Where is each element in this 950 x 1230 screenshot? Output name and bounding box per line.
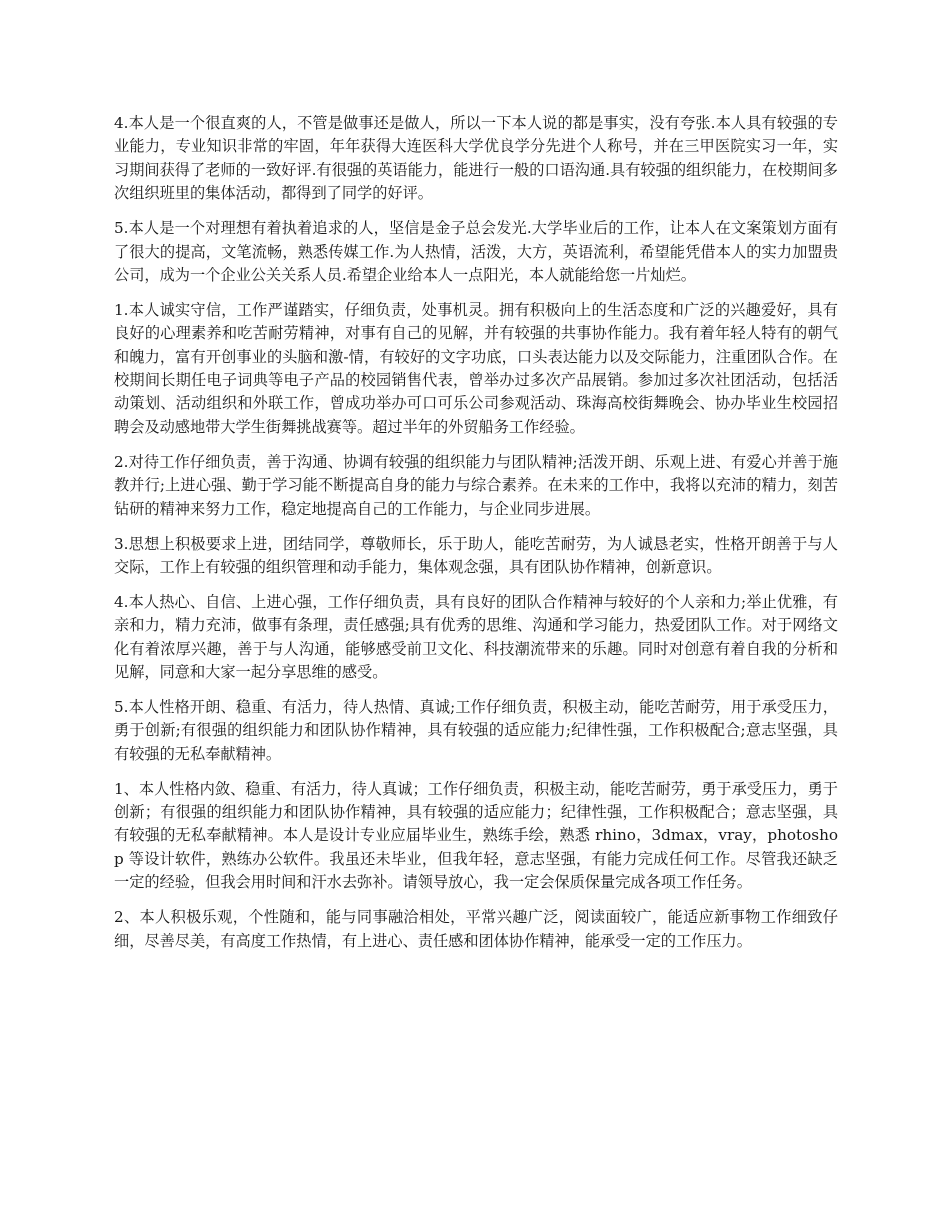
paragraph-8: 1、本人性格内敛、稳重、有活力，待人真诚；工作仔细负责，积极主动，能吃苦耐劳，勇于承受压力，勇于创新；有很强的组织能力和团队协作精神，具有较强的适应能力；纪律性强，工作积极配合；意志坚强，具有较强的无私奉献精神。本人是设计专业应届毕业生，熟练手绘，熟悉 rhino，3dmax，vray，photoshop 等设计软件，熟练办公软件。我虽还未毕业，但我年轻，意志坚强，有能力完成任何工作。尽管我还缺乏一定的经验，但我会用时间和汗水去弥补。请领导放心，我一定会保质保量完成各项工作任务。 — [114, 779, 838, 892]
paragraph-7: 5.本人性格开朗、稳重、有活力，待人热情、真诚;工作仔细负责，积极主动，能吃苦耐劳，用于承受压力，勇于创新;有很强的组织能力和团队协作精神，具有较强的适应能力;纪律性强，工作积极配合;意志坚强，具有较强的无私奉献精神。 — [114, 697, 838, 763]
document-body — [114, 112, 838, 965]
paragraph-5: 3.思想上积极要求上进，团结同学，尊敬师长，乐于助人，能吃苦耐劳，为人诚恳老实，性格开朗善于与人交际，工作上有较强的组织管理和动手能力，集体观念强，具有团队协作精神，创新意识。 — [114, 534, 838, 576]
paragraph-2: 5.本人是一个对理想有着执着追求的人，坚信是金子总会发光.大学毕业后的工作，让本人在文案策划方面有了很大的提高，文笔流畅，熟悉传媒工作.为人热情，活泼，大方，英语流利，希望能凭借本人的实力加盟贵公司，成为一个企业公关关系人员.希望企业给本人一点阳光，本人就能给您一片灿烂。 — [114, 219, 838, 284]
paragraph-1: 4.本人是一个很直爽的人，不管是做事还是做人，所以一下本人说的都是事实，没有夸张.本人具有较强的专业能力，专业知识非常的牢固，年年获得大连医科大学优良学分先进个人称号，并在三甲医院实习一年，实习期间获得了老师的一致好评.有很强的英语能力，能进行一般的口语沟通.具有较强的组织能力，在校期间多次组织班里的集体活动，都得到了同学的好评。 — [114, 114, 838, 203]
paragraph-6: 4.本人热心、自信、上进心强，工作仔细负责，具有良好的团队合作精神与较好的个人亲和力;举止优雅，有亲和力，精力充沛，做事有条理，责任感强;具有优秀的思维、沟通和学习能力，热爱团队工作。对于网络文化有着浓厚兴趣，善于与人沟通，能够感受前卫文化、科技潮流带来的乐趣。同时对创意有着自我的分析和见解，同意和大家一起分享思维的感受。 — [114, 592, 838, 682]
paragraph-4: 2.对待工作仔细负责，善于沟通、协调有较强的组织能力与团队精神;活泼开朗、乐观上进、有爱心并善于施教并行;上进心强、勤于学习能不断提高自身的能力与综合素养。在未来的工作中，我将以充沛的精力，刻苦钻研的精神来努力工作，稳定地提高自己的工作能力，与企业同步进展。 — [114, 452, 838, 518]
paragraph-9: 2、本人积极乐观，个性随和，能与同事融洽相处，平常兴趣广泛，阅读面较广，能适应新事物工作细致仔细，尽善尽美，有高度工作热情，有上进心、责任感和团体协作精神，能承受一定的工作压力。 — [114, 908, 838, 950]
paragraph-3: 1.本人诚实守信，工作严谨踏实，仔细负责，处事机灵。拥有积极向上的生活态度和广泛的兴趣爱好，具有良好的心理素养和吃苦耐劳精神，对事有自己的见解，并有较强的共事协作能力。我有着年轻人特有的朝气和魄力，富有开创事业的头脑和激-情，有较好的文字功底，口头表达能力以及交际能力，注重团队合作。在校期间长期任电子词典等电子产品的校园销售代表，曾举办过多次产品展销。参加过多次社团活动，包括活动策划、活动组织和外联工作，曾成功举办可口可乐公司参观活动、珠海高校街舞晚会、协办毕业生校园招聘会及动感地带大学生街舞挑战赛等。超过半年的外贸船务工作经验。 — [114, 300, 838, 436]
